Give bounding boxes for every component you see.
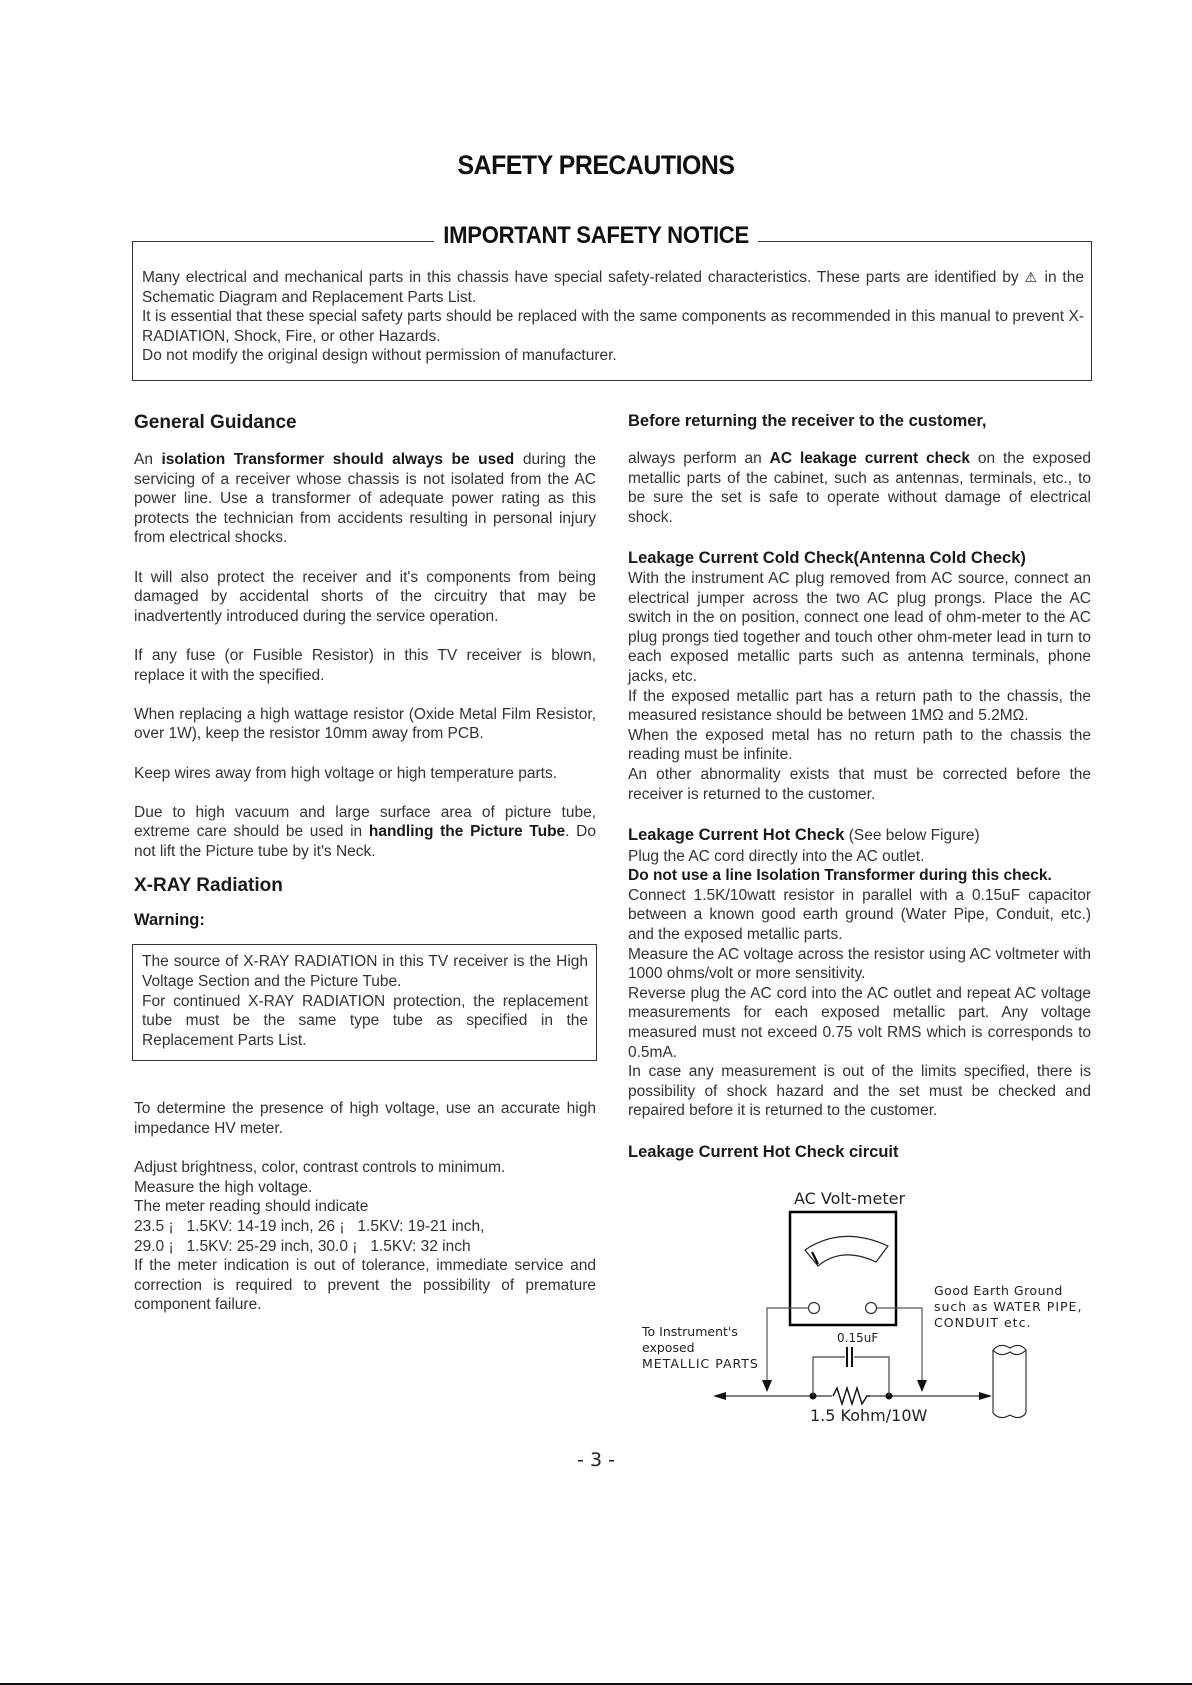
resistor-paragraph: When replacing a high wattage resistor (Oxide Metal Film Resistor, over 1W), keep the resistor 10mm away from PCB.	[134, 705, 596, 743]
cold-check-p4: An other abnormality exists that must be corrected before the receiver is returned to the customer.	[628, 765, 1091, 803]
text: Due to high vacuum and large surface area of picture tube, extreme care should be used in	[134, 803, 596, 841]
hot-check-p2	[628, 866, 1091, 886]
notice-text: in the Schematic Diagram and Replacement Parts List.	[142, 269, 1084, 306]
tolerance-paragraph: If the meter indication is out of tolerance, immediate service and correction is required to prevent the possibility of premature component failure.	[134, 1257, 596, 1314]
general-guidance-heading: General Guidance	[134, 412, 297, 433]
label-line: To Instrument's	[642, 1324, 738, 1339]
hv-meter-paragraph: To determine the presence of high voltage, use an accurate high impedance HV meter.	[134, 1100, 596, 1138]
isolation-paragraph	[134, 450, 596, 548]
adjust-line: Adjust brightness, color, contrast controls to minimum.	[134, 1159, 506, 1177]
voltage-spec-line-1: 23.5 ¡ 1.5KV: 14-19 inch, 26 ¡ 1.5KV: 19-21 inch,	[134, 1218, 485, 1235]
instrument-parts-label	[642, 1324, 759, 1372]
protect-paragraph: It will also protect the receiver and it's components from being damaged by accidental shorts of the circuitry that may be inadvertently introduced during the service operation.	[134, 568, 596, 625]
picture-tube-paragraph	[134, 803, 596, 862]
text: on the exposed metallic parts of the cabinet, such as antennas, terminals, etc., to be sure the set is safe to operate without damage of electrical shock.	[628, 450, 1091, 526]
wires-paragraph: Keep wires away from high voltage or high temperature parts.	[134, 764, 558, 782]
capacitor-label: 0.15uF	[837, 1331, 879, 1345]
hot-check-p3: Connect 1.5K/10watt resistor in parallel with a 0.15uF capacitor between a known good earth ground (Water Pipe, Conduit, etc.) and the exposed metallic parts.	[628, 886, 1091, 944]
page-number: - 3 -	[577, 1449, 615, 1471]
text: always perform an	[628, 450, 770, 467]
before-returning-heading: Before returning the receiver to the customer,	[628, 412, 987, 430]
meter-label: AC Volt-meter	[794, 1189, 906, 1208]
notice-text: Many electrical and mechanical parts in this chassis have special safety-related characteristics. These parts are identified by	[142, 269, 1025, 286]
label-line: exposed	[642, 1340, 695, 1355]
notice-heading-text: IMPORTANT SAFETY NOTICE	[434, 222, 758, 250]
cold-check-p1: With the instrument AC plug removed from AC source, connect an electrical jumper across the two AC plug prongs. Place the AC switch in the on position, connect one lead of ohm-meter to the AC plug prongs tied together and touch other ohm-meter lead in turn to each exposed metallic parts such as antenna terminals, phone jacks, etc.	[628, 569, 1091, 685]
bold-text: isolation Transformer should always be used	[161, 451, 515, 468]
hot-check-heading-line	[628, 824, 1091, 847]
label-line: Good Earth Ground	[934, 1283, 1063, 1298]
bold-text: AC leakage current check	[769, 450, 970, 467]
label-line: CONDUIT etc.	[934, 1315, 1032, 1330]
text: during the servicing of a receiver whose chassis is not isolated from the AC power line. Use a transformer of adequate power rating as this protects the technician from accidents resulting in personal injury from electrical shocks.	[134, 451, 596, 547]
notice-line-3: Do not modify the original design without permission of manufacturer.	[142, 347, 617, 364]
text: An	[134, 451, 162, 468]
hot-check-note: (See below Figure)	[844, 826, 980, 844]
right-column	[628, 410, 1091, 1163]
leakage-hot-check-circuit-diagram	[630, 1180, 1100, 1440]
circuit-heading: Leakage Current Hot Check circuit	[628, 1142, 899, 1161]
hot-check-p6: In case any measurement is out of the limits specified, there is possibility of shock hazard and the set must be checked and repaired before it is returned to the customer.	[628, 1063, 1091, 1120]
hot-check-p1: Plug the AC cord directly into the AC outlet.	[628, 847, 925, 865]
xray-heading: X-RAY Radiation	[134, 875, 283, 897]
warning-heading: Warning:	[134, 911, 205, 930]
left-column	[134, 410, 596, 1315]
text: . Do not lift the Picture tube by it's Neck.	[134, 823, 596, 860]
cold-check-p3: When the exposed metal has no return path to the chassis the reading must be infinite.	[628, 726, 1091, 764]
page-title: SAFETY PRECAUTIONS	[457, 150, 735, 180]
notice-line-1	[142, 268, 1084, 307]
warning-line-2: For continued X-RAY RADIATION protection, the replacement tube must be the same type tube as specified in the Replacement Parts List.	[142, 992, 588, 1049]
notice-line-2: It is essential that these special safety parts should be replaced with the same components as recommended in this manual to prevent X-RADIATION, Shock, Fire, or other Hazards.	[142, 308, 1084, 345]
bold-text: handling the Picture Tube	[368, 823, 566, 841]
hot-check-p5: Reverse plug the AC cord into the AC outlet and repeat AC voltage measurements for each exposed metallic part. Any voltage measured must not exceed 0.75 volt RMS which is corresponds to 0.5mA.	[628, 984, 1091, 1061]
earth-ground-label	[934, 1283, 1082, 1331]
warning-triangle-icon: ⚠	[1024, 269, 1039, 285]
label-line: such as WATER PIPE,	[934, 1299, 1083, 1314]
ac-leakage-paragraph	[628, 449, 1091, 527]
bold-text: Do not use a line Isolation Transformer during this check.	[628, 867, 1052, 885]
fuse-paragraph: If any fuse (or Fusible Resistor) in this TV receiver is blown, replace it with the specified.	[134, 646, 596, 684]
cold-check-p2: If the exposed metallic part has a return path to the chassis, the measured resistance should be between 1MΩ and 5.2MΩ.	[628, 687, 1091, 725]
resistor-label: 1.5 Kohm/10W	[810, 1406, 928, 1425]
measure-line: Measure the high voltage.	[134, 1178, 313, 1196]
label-line: METALLIC PARTS	[642, 1356, 759, 1371]
cold-check-heading: Leakage Current Cold Check(Antenna Cold Check)	[628, 548, 1026, 567]
notice-body	[142, 268, 1084, 366]
xray-warning-box	[132, 944, 597, 1061]
voltage-spec-line-2: 29.0 ¡ 1.5KV: 25-29 inch, 30.0 ¡ 1.5KV: 32 inch	[134, 1237, 471, 1255]
hot-check-heading: Leakage Current Hot Check	[628, 825, 845, 844]
hot-check-p4: Measure the AC voltage across the resistor using AC voltmeter with 1000 ohms/volt or more sensitivity.	[628, 945, 1091, 983]
reading-line: The meter reading should indicate	[134, 1198, 369, 1216]
warning-line-1: The source of X-RAY RADIATION in this TV receiver is the High Voltage Section and the Picture Tube.	[142, 953, 588, 991]
